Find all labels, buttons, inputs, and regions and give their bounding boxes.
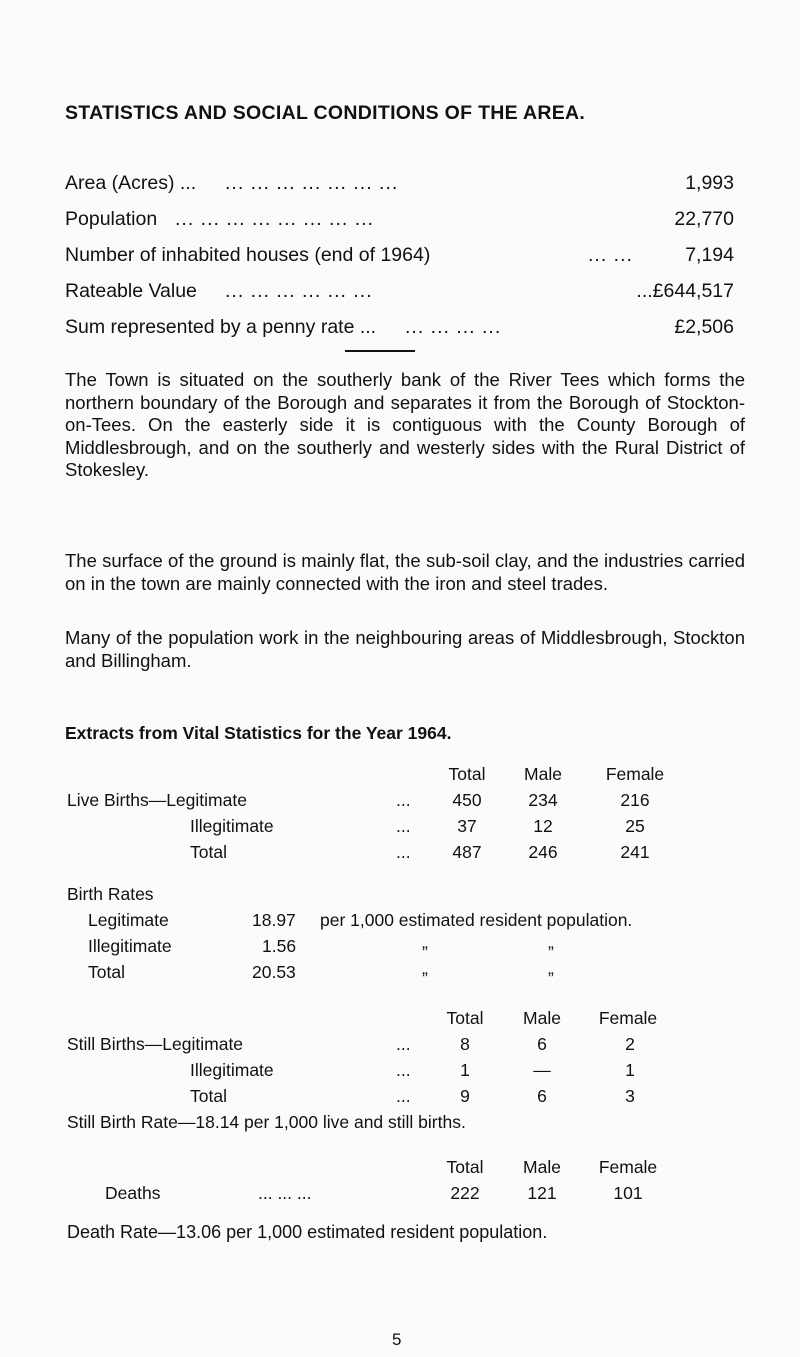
ditto-mark: „ — [422, 958, 428, 978]
still-births-header-male: Male — [523, 1008, 561, 1028]
live-births-male-illegitimate: 12 — [533, 816, 553, 836]
still-births-label-legitimate: Still Births—Legitimate — [67, 1034, 244, 1054]
deaths-dots: ... ... ... — [258, 1183, 312, 1203]
live-births-female-legitimate: 216 — [620, 790, 650, 810]
deaths-label: Deaths — [105, 1183, 161, 1203]
still-births-dots-illegitimate: ... — [396, 1060, 411, 1080]
birth-rates-heading: Birth Rates — [67, 884, 154, 904]
summary-dots-rateable: ... ... ... ... ... ... — [225, 280, 373, 302]
deaths-male: 121 — [527, 1183, 557, 1203]
deaths-header-female: Female — [598, 1157, 658, 1177]
live-births-total-total: 487 — [452, 842, 482, 862]
still-births-male-legitimate: 6 — [537, 1034, 547, 1054]
live-births-dots-legitimate: ... — [396, 790, 411, 810]
still-births-female-total: 3 — [625, 1086, 635, 1106]
ditto-mark: „ — [548, 932, 554, 952]
deaths-header-total: Total — [446, 1157, 484, 1177]
paragraph-population-work: Many of the population work in the neighbouring areas of Middlesbrough, Stockton and Billingham. — [65, 627, 745, 671]
summary-label-area: Area (Acres) ... — [65, 172, 197, 194]
live-births-dots-illegitimate: ... — [396, 816, 411, 836]
summary-dots-houses: ... ... — [588, 244, 633, 266]
summary-label-houses: Number of inhabited houses (end of 1964) — [65, 244, 431, 266]
page-number: 5 — [392, 1330, 402, 1349]
deaths-header-male: Male — [523, 1157, 561, 1177]
summary-label-rateable: Rateable Value — [65, 280, 197, 302]
still-births-label-total: Total — [190, 1086, 227, 1106]
ditto-mark: „ — [548, 958, 554, 978]
summary-dots-area: ... ... ... ... ... ... ... — [225, 172, 399, 194]
summary-value-rateable: ...£644,517 — [636, 280, 734, 302]
live-births-header-male: Male — [524, 764, 562, 784]
live-births-total-illegitimate: 37 — [457, 816, 477, 836]
live-births-header-female: Female — [605, 764, 665, 784]
live-births-male-total: 246 — [528, 842, 558, 862]
section-divider — [345, 350, 415, 352]
page-title: STATISTICS AND SOCIAL CONDITIONS OF THE AREA. — [65, 102, 586, 124]
still-births-header-female: Female — [598, 1008, 658, 1028]
still-births-female-legitimate: 2 — [625, 1034, 635, 1054]
live-births-dots-total: ... — [396, 842, 411, 862]
still-births-header-total: Total — [446, 1008, 484, 1028]
live-births-female-total: 241 — [620, 842, 650, 862]
birth-rate-value-total: 20.53 — [252, 962, 296, 982]
death-rate: Death Rate—13.06 per 1,000 estimated resident population. — [67, 1222, 548, 1242]
live-births-female-illegitimate: 25 — [625, 816, 645, 836]
live-births-total-legitimate: 450 — [452, 790, 482, 810]
summary-value-houses: 7,194 — [685, 244, 734, 266]
still-births-male-total: 6 — [537, 1086, 547, 1106]
paragraph-surface: The surface of the ground is mainly flat, the sub-soil clay, and the industries carried on in the town are mainly connected with the iron and steel trades. — [65, 550, 745, 594]
summary-value-population: 22,770 — [674, 208, 734, 230]
live-births-label-illegitimate: Illegitimate — [190, 816, 274, 836]
ditto-mark: „ — [422, 932, 428, 952]
summary-label-penny-rate: Sum represented by a penny rate ... — [65, 316, 377, 338]
summary-label-population: Population — [65, 208, 158, 230]
live-births-label-legitimate: Live Births—Legitimate — [67, 790, 247, 810]
summary-dots-penny-rate: ... ... ... ... — [405, 316, 502, 338]
paragraph-location: The Town is situated on the southerly bank of the River Tees which forms the northern boundary of the Borough and separates it from the Borough of Stockton-on-Tees. On the easterly side it is contiguous with the County Borough of Middlesbrough, and on the southerly and westerly sides with the Rural District of Stokesley. — [65, 369, 745, 481]
live-births-header-total: Total — [448, 764, 486, 784]
deaths-total: 222 — [450, 1183, 480, 1203]
live-births-label-total: Total — [190, 842, 227, 862]
still-births-dots-legitimate: ... — [396, 1034, 411, 1054]
summary-value-area: 1,993 — [685, 172, 734, 194]
birth-rate-label-illegitimate: Illegitimate — [88, 936, 172, 956]
birth-rate-label-total: Total — [88, 962, 125, 982]
still-births-total-legitimate: 8 — [460, 1034, 470, 1054]
still-births-dots-total: ... — [396, 1086, 411, 1106]
still-births-female-illegitimate: 1 — [625, 1060, 635, 1080]
still-births-label-illegitimate: Illegitimate — [190, 1060, 274, 1080]
birth-rate-value-legitimate: 18.97 — [252, 910, 296, 930]
still-birth-rate: Still Birth Rate—18.14 per 1,000 live and still births. — [67, 1112, 466, 1132]
birth-rate-value-illegitimate: 1.56 — [262, 936, 297, 956]
still-births-total-total: 9 — [460, 1086, 470, 1106]
birth-rate-label-legitimate: Legitimate — [88, 910, 169, 930]
vital-statistics-title: Extracts from Vital Statistics for the Year 1964. — [65, 723, 452, 743]
live-births-male-legitimate: 234 — [528, 790, 558, 810]
deaths-female: 101 — [613, 1183, 643, 1203]
summary-value-penny-rate: £2,506 — [674, 316, 734, 338]
birth-rate-text: per 1,000 estimated resident population. — [320, 910, 633, 930]
summary-dots-population: ... ... ... ... ... ... ... ... — [175, 208, 374, 230]
still-births-male-illegitimate: — — [533, 1060, 551, 1080]
still-births-total-illegitimate: 1 — [460, 1060, 470, 1080]
